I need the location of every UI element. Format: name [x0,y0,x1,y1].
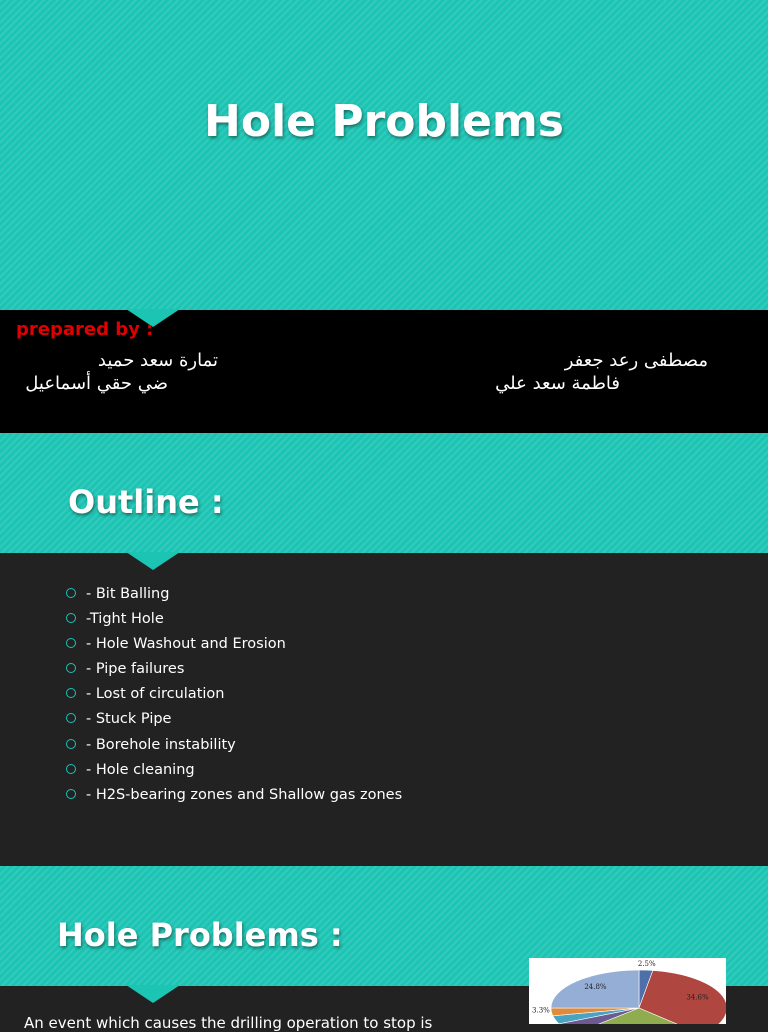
pie-chart-svg [529,958,726,1024]
section-title: Hole Problems : [57,916,343,954]
outline-item [66,708,402,733]
outline-item-text: - Stuck Pipe [86,711,172,728]
outline-item [66,583,402,608]
pie-chart [529,958,726,1024]
circle-bullet-icon [66,613,76,623]
author-name: فاطمة سعد علي [495,373,620,394]
circle-bullet-icon [66,713,76,723]
circle-bullet-icon [66,688,76,698]
outline-item-text: - Borehole instability [86,736,236,753]
circle-bullet-icon [66,663,76,673]
banner-notch [126,985,180,1003]
outline-item-text: - Bit Balling [86,586,170,602]
outline-item [66,683,402,708]
outline-item [66,784,402,809]
title-banner [0,0,768,310]
author-name: تمارة سعد حميد [97,350,218,371]
outline-title: Outline : [68,483,224,521]
banner-notch [126,552,180,570]
circle-bullet-icon [66,764,76,774]
outline-item-text: - H2S-bearing zones and Shallow gas zones [86,786,403,803]
circle-bullet-icon [66,739,76,749]
author-name: ضي حقي أسماعيل [25,373,168,394]
author-name: مصطفى رعد جعفر [564,350,708,371]
outline-item [66,608,402,633]
outline-item [66,633,402,658]
pie-slice-label: 24.8% [584,983,607,992]
pie-slice-label: 34.6% [686,993,709,1002]
outline-item-text: - Hole cleaning [86,761,195,778]
outline-list [66,583,402,809]
outline-banner [0,433,768,553]
outline-item-text: - Lost of circulation [86,686,225,703]
circle-bullet-icon [66,789,76,799]
pie-slice-label: 2.5% [637,960,656,968]
outline-item-text: - Hole Washout and Erosion [86,636,286,653]
outline-item [66,734,402,759]
outline-item-text: -Tight Hole [86,611,164,628]
slide-title: Hole Problems [204,96,564,147]
circle-bullet-icon [66,588,76,598]
intro-text: An event which causes the drilling operation to stop is [24,1014,433,1032]
outline-item-text: - Pipe failures [86,661,185,678]
outline-item [66,658,402,683]
outline-item [66,759,402,784]
pie-slice-label: 3.3% [532,1006,550,1015]
prepared-by-label: prepared by : [16,319,154,340]
circle-bullet-icon [66,638,76,648]
